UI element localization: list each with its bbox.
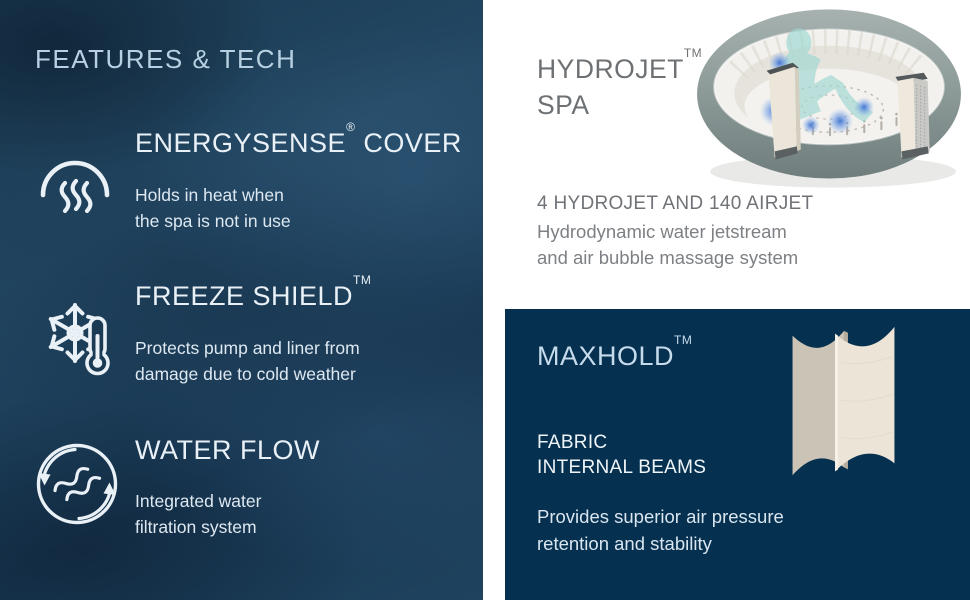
features-panel [0,0,483,600]
hydrojet-description [537,219,798,271]
description-line: and air bubble massage system [537,247,799,268]
description-line: damage due to cold weather [135,364,356,384]
feature-description-freeze-shield [135,335,360,387]
description-line: Provides superior air pressure [537,506,784,527]
hydrojet-title-line2: SPA [537,89,590,120]
description-line: Hydrodynamic water jetstream [537,221,787,242]
feature-title-freeze-shield [135,273,372,312]
feature-title-text: FREEZE SHIELD [135,281,354,311]
feature-description-energysense [135,182,291,234]
feature-description-water-flow [135,488,261,540]
feature-title-text: ENERGYSENSE [135,128,347,158]
description-line: filtration system [135,517,257,537]
trademark-symbol: TM [683,46,703,60]
hydrojet-title-text: HYDROJET [537,53,684,84]
fabric-beams-illustration [777,315,909,501]
maxhold-subheading [537,430,706,480]
description-line: Integrated water [135,491,262,511]
subheading-line: FABRIC [537,432,608,453]
maxhold-title-text: MAXHOLD [537,341,675,371]
hydrojet-title [537,46,702,123]
hydrojet-title-line1 [537,46,702,87]
feature-title-energysense [135,120,462,159]
subheading-line: INTERNAL BEAMS [537,457,707,478]
maxhold-description [537,503,784,557]
snowflake-thermometer-icon [46,296,118,378]
trademark-symbol: TM [674,333,693,347]
spa-cutaway-illustration [683,0,968,202]
maxhold-panel [505,309,970,600]
feature-title-text: WATER FLOW [135,435,320,465]
description-line: retention and stability [537,533,712,554]
description-line: the spa is not in use [135,211,291,231]
cover-steam-icon [38,150,112,216]
feature-title-water-flow [135,435,320,466]
features-heading: FEATURES & TECH [35,44,297,74]
trademark-symbol: TM [353,273,372,287]
hydrojet-subheading: 4 HYDROJET AND 140 AIRJET [537,193,814,214]
feature-title-rest: COVER [355,128,462,158]
trademark-symbol: ® [346,120,356,134]
maxhold-title [537,333,693,372]
description-line: Protects pump and liner from [135,338,360,358]
description-line: Holds in heat when [135,185,284,205]
water-circulation-icon [34,441,120,527]
